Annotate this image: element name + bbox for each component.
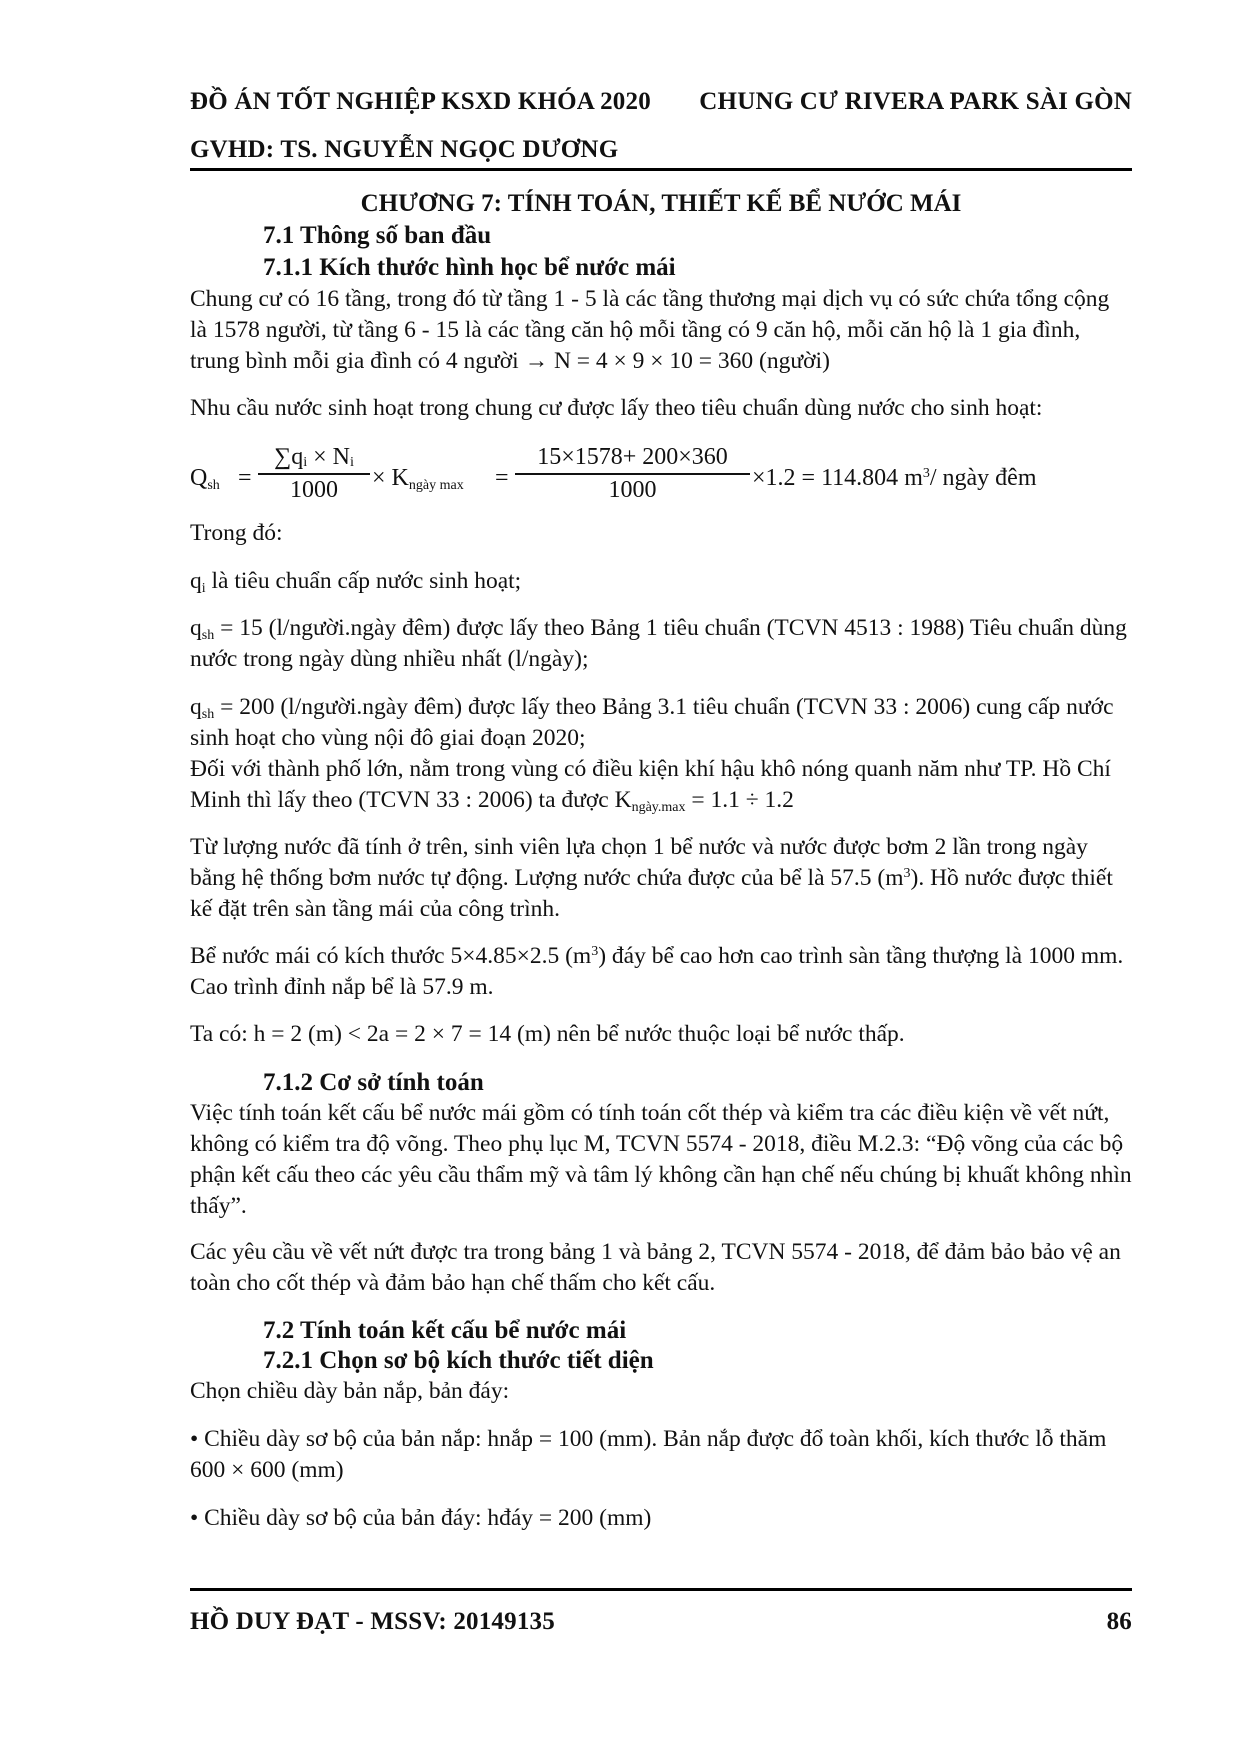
para-building [190,284,1132,377]
bullet-cover-slab: • Chiều dày sơ bộ của bản nắp: hnắp = 100 (mm). Bản nắp được đổ toàn khối, kích thước lỗ thăm 600 × 600 (mm) [190,1426,1107,1483]
formula-eq1: = [238,465,252,491]
section-7-1-1: 7.1.1 Kích thước hình học bể nước mái [263,254,676,281]
section-7-1: 7.1 Thông số ban đầu [263,222,492,249]
para-tank-dimensions: Bể nước mái có kích thước 5×4.85×2.5 $(m^3)$ đáy bể cao hơn cao trình sàn tầng thượng là 1000 mm. Cao trình đỉnh nắp bể là 57.9 m. [190,943,1124,1000]
chapter-title: CHƯƠNG 7: TÍNH TOÁN, THIẾT KẾ BỂ NƯỚC MÁI [360,190,962,217]
para-hcm: Đối với thành phố lớn, nằm trong vùng có điều kiện khí hậu khô nóng quanh năm như TP. Hồ Chí Minh thì lấy theo (TCVN 33 : 2006) ta được $K_{ngày.max} = 1.1 \div 1.2$ [190,756,1111,815]
para-height-check: Ta có: h = 2 (m) < 2a = 2 × 7 = 14 (m) nên bể nước thuộc loại bể nước thấp. [190,1021,905,1047]
para-building-text: Chung cư có 16 tầng, trong đó từ tầng 1 - 5 là các tầng thương mại dịch vụ có sức chứa tổng cộng là 1578 người, từ tầng 6 - 15 là các tầng căn hộ mỗi tầng có 9 căn hộ, mỗi căn hộ là 1 gia đình, trung bình mỗi gia đình có 4 người [190,286,1110,374]
footer-rule [190,1588,1132,1591]
para-pump: Từ lượng nước đã tính ở trên, sinh viên lựa chọn 1 bể nước và nước được bơm 2 lần trong ngày bằng hệ thống bơm nước tự động. Lượng nước chứa được của bể là 57.5 $(m^3)$. Hồ nước được thiết kế đặt trên sàn tầng mái của công trình. [190,834,1113,922]
occupant-unit: (người) [753,348,830,374]
occupant-formula: → N = 4 × 9 × 10 = 360 [524,348,754,374]
header-rule [190,168,1132,171]
bullet-bottom-slab: • Chiều dày sơ bộ của bản đáy: hđáy = 200 (mm) [190,1505,652,1531]
header-project: ĐỒ ÁN TỐT NGHIỆP KSXD KHÓA 2020 [190,88,651,115]
section-7-2-1: 7.2.1 Chọn sơ bộ kích thước tiết diện [263,1347,654,1374]
header-building: CHUNG CƯ RIVERA PARK SÀI GÒN [699,88,1132,115]
para-qi: $q_i$ là tiêu chuẩn cấp nước sinh hoạt; [190,568,522,596]
para-demand: Nhu cầu nước sinh hoạt trong chung cư được lấy theo tiêu chuẩn dùng nước cho sinh hoạt: [190,395,1043,421]
formula-fraction-2: 15×1578+ 200×360 1000 [515,444,750,504]
para-basis: Việc tính toán kết cấu bể nước mái gồm có tính toán cốt thép và kiểm tra các điều kiện về vết nứt, không có kiểm tra độ võng. Theo phụ lục M, TCVN 5574 - 2018, điều M.2.3: “Độ võng của các bộ phận kết cấu theo các yêu cầu thẩm mỹ và tâm lý không cần hạn chế nếu chúng bị khuất không nhìn thấy”. [190,1100,1132,1219]
para-qsh-2: $q_{sh} = 200$ (l/người.ngày đêm) được lấy theo Bảng 3.1 tiêu chuẩn (TCVN 33 : 2006) cung cấp nước sinh hoạt cho vùng nội đô giai đoạn 2020; [190,694,1114,751]
footer-author: HỒ DUY ĐẠT - MSSV: 20149135 [190,1608,555,1635]
formula-k: × $K_{ngày max}$ [372,465,464,493]
formula-q: $Q_{sh}$ [190,465,220,493]
page-number: 86 [1106,1608,1132,1635]
formula-eq2: = [495,465,509,491]
formula-result: ×1.2 = 114.804 $m^3/$ ngày đêm [752,465,1037,491]
para-qsh-1: $q_{sh} = 15$ (l/người.ngày đêm) được lấy theo Bảng 1 tiêu chuẩn (TCVN 4513 : 1988) Tiêu chuẩn dùng nước trong ngày dùng nhiều nhất (l/ngày); [190,615,1127,672]
water-demand-formula [190,440,1132,520]
section-7-1-2: 7.1.2 Cơ sở tính toán [263,1069,484,1096]
para-crack: Các yêu cầu về vết nứt được tra trong bảng 1 và bảng 2, TCVN 5574 - 2018, để đảm bảo bảo vệ an toàn cho cốt thép và đảm bảo hạn chế thấm cho kết cấu. [190,1239,1121,1296]
section-7-2: 7.2 Tính toán kết cấu bể nước mái [263,1317,627,1344]
formula-fraction-1: ∑qᵢ × Nᵢ 1000 [258,444,370,504]
trong-do: Trong đó: [190,520,283,546]
header-advisor: GVHD: TS. NGUYỄN NGỌC DƯƠNG [190,136,619,163]
para-choose: Chọn chiều dày bản nắp, bản đáy: [190,1378,510,1404]
